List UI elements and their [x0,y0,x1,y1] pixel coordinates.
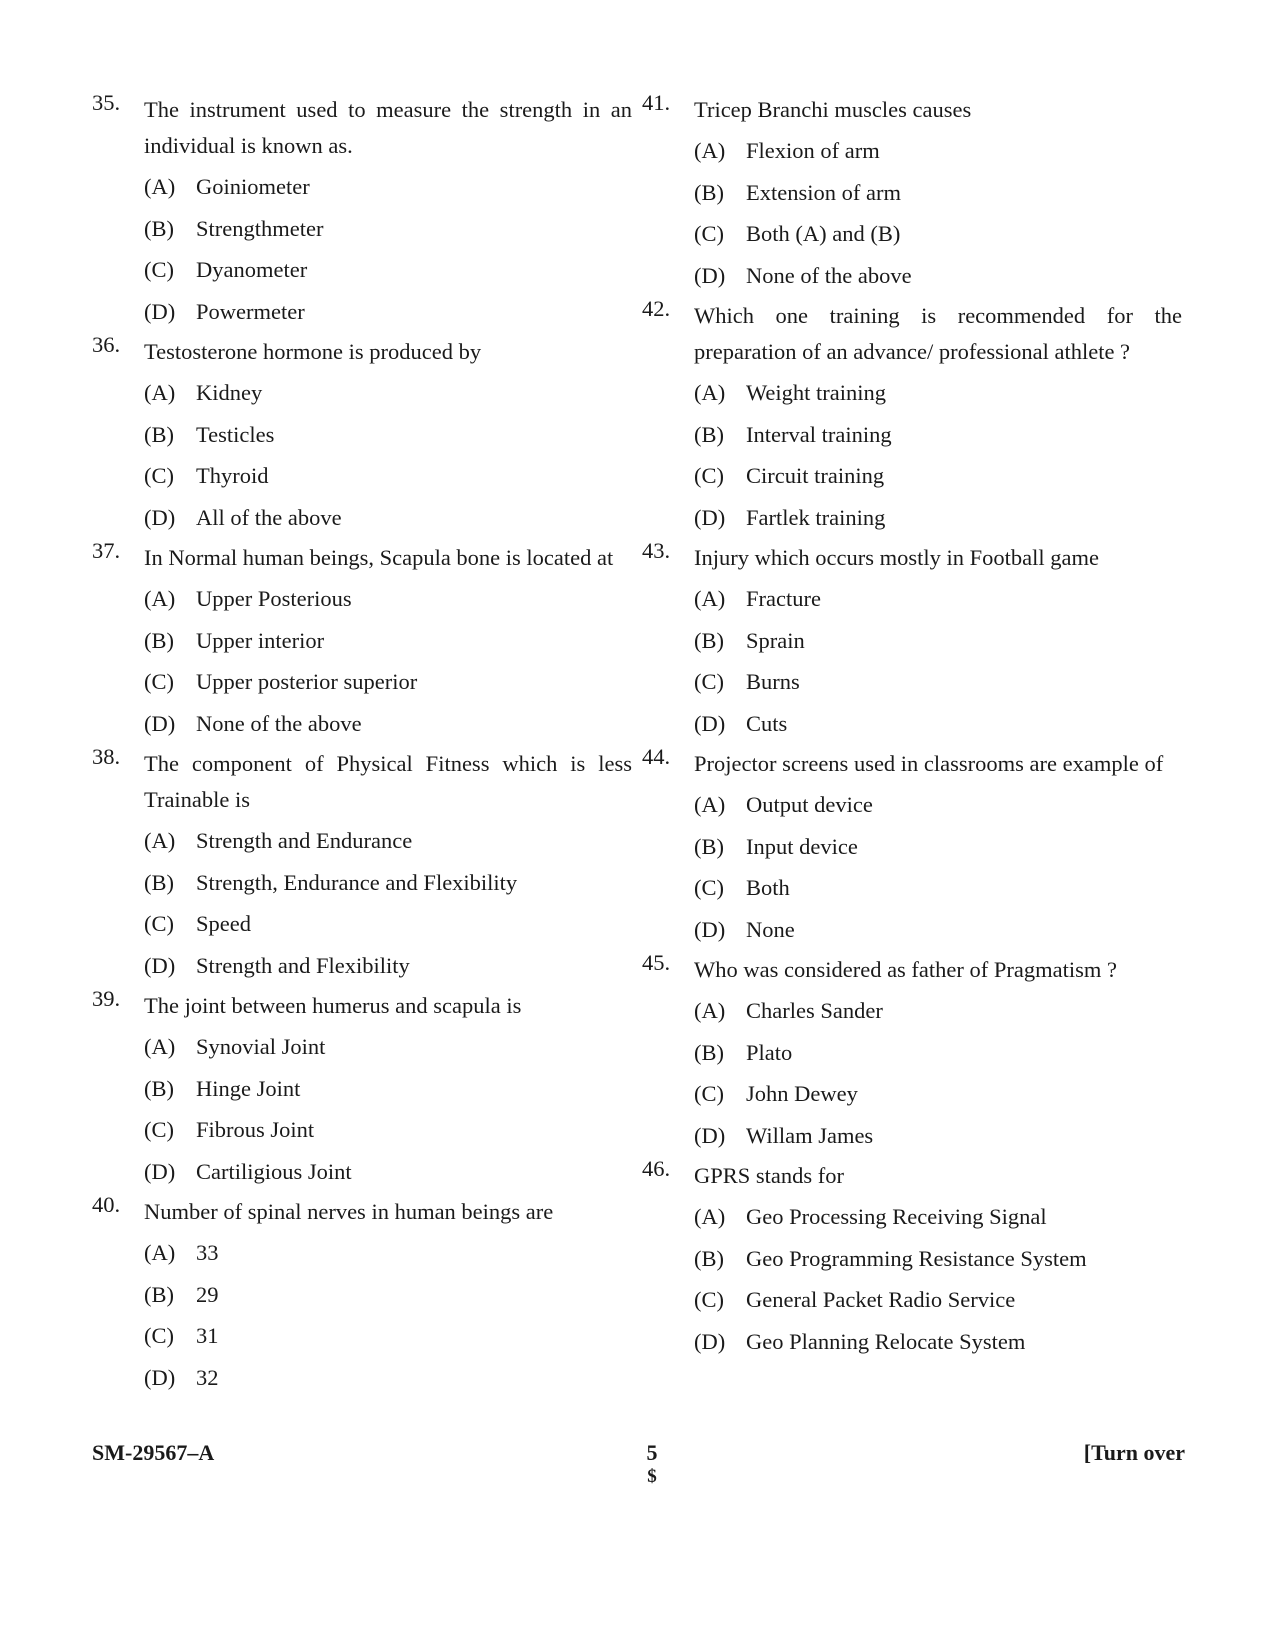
option-text: Upper interior [196,627,325,653]
option-text: Strengthmeter [196,215,324,241]
page-mark: $ [647,1466,657,1487]
option-b [144,862,632,904]
option-d [144,1151,632,1193]
option-b [694,826,1182,868]
option-text: Input device [746,833,858,859]
option-d [144,945,632,987]
option-text: All of the above [196,504,342,530]
question-number: 45. [642,950,671,975]
question-text: Tricep Branchi muscles causes [694,97,972,122]
option-b [144,620,632,662]
option-list [694,990,1182,1156]
option-label: (A) [694,138,726,163]
option-a [694,130,1182,172]
left-column [92,90,632,1398]
option-label: (A) [144,1034,176,1059]
question-38 [92,744,632,986]
option-label: (B) [144,627,174,653]
option-c [144,1315,632,1357]
question-text: Testosterone hormone is produced by [144,339,482,364]
question-46 [642,1156,1182,1362]
option-d [694,255,1182,297]
option-c [694,661,1182,703]
option-label: (D) [144,1158,176,1184]
option-a [144,166,632,208]
option-text: Burns [746,669,800,694]
question-43 [642,538,1182,744]
option-c [694,867,1182,909]
option-label: (D) [144,504,176,530]
option-a [144,578,632,620]
option-d [694,909,1182,951]
option-label: (C) [694,463,724,488]
option-label: (D) [694,1122,726,1148]
option-label: (D) [694,262,726,288]
option-text: Output device [746,792,873,817]
option-c [694,455,1182,497]
option-text: None of the above [196,710,362,736]
option-list [144,1026,632,1192]
option-text: Thyroid [196,463,269,488]
option-text: Geo Processing Receiving Signal [746,1204,1047,1229]
option-c [144,249,632,291]
option-text: Upper posterior superior [196,669,418,694]
question-text: GPRS stands for [694,1163,845,1188]
option-b [144,1068,632,1110]
option-text: Goiniometer [196,174,310,199]
question-39 [92,986,632,1192]
question-number: 39. [92,986,121,1011]
option-text: Fracture [746,586,821,611]
option-list [694,784,1182,950]
option-text: Geo Planning Relocate System [746,1328,1026,1354]
option-list [694,578,1182,744]
option-label: (D) [144,1364,176,1390]
option-text: 31 [196,1323,219,1348]
option-text: Flexion of arm [746,138,880,163]
option-text: Cuts [746,710,788,736]
option-text: Upper Posterious [196,586,352,611]
question-number: 43. [642,538,671,563]
option-d [144,291,632,333]
option-b [144,1274,632,1316]
option-label: (B) [694,179,724,205]
question-text: In Normal human beings, Scapula bone is located at [144,545,614,570]
option-a [144,372,632,414]
option-text: Extension of arm [746,179,901,205]
option-text: Strength and Flexibility [196,952,410,978]
question-text: Who was considered as father of Pragmatism ? [694,957,1117,982]
question-number: 38. [92,744,121,769]
option-text: Willam James [746,1122,874,1148]
option-text: John Dewey [746,1081,858,1106]
question-number: 36. [92,332,121,357]
option-label: (A) [694,792,726,817]
option-b [694,620,1182,662]
option-text: Speed [196,911,251,936]
option-text: Hinge Joint [196,1075,301,1101]
page-footer [92,1440,1185,1500]
option-text: Both (A) and (B) [746,221,901,246]
option-label: (A) [694,586,726,611]
option-list [144,372,632,538]
option-label: (B) [144,421,174,447]
option-text: Dyanometer [196,257,308,282]
option-label: (A) [694,380,726,405]
option-a [694,578,1182,620]
option-label: (A) [694,998,726,1023]
question-40 [92,1192,632,1398]
option-c [694,1279,1182,1321]
option-label: (C) [694,1081,724,1106]
option-b [694,1238,1182,1280]
option-text: Strength, Endurance and Flexibility [196,869,518,895]
option-label: (B) [694,1039,724,1065]
option-text: Strength and Endurance [196,828,413,853]
question-36 [92,332,632,538]
option-text: Testicles [196,421,275,447]
option-text: Fartlek training [746,504,886,530]
option-d [694,497,1182,539]
option-label: (B) [694,421,724,447]
page-number: 5 [646,1440,658,1465]
option-label: (C) [144,669,174,694]
option-b [144,414,632,456]
question-number: 37. [92,538,121,563]
option-label: (D) [694,504,726,530]
option-text: Kidney [196,380,263,405]
option-a [694,372,1182,414]
option-label: (C) [694,1287,724,1312]
option-label: (A) [144,586,176,611]
option-label: (C) [144,257,174,282]
option-a [694,784,1182,826]
option-text: Geo Programming Resistance System [746,1245,1087,1271]
option-d [694,1115,1182,1157]
option-label: (D) [694,710,726,736]
option-label: (D) [694,916,726,942]
right-column [642,90,1182,1362]
question-text: Projector screens used in classrooms are example of [694,751,1164,776]
question-35 [92,90,632,332]
option-text: 32 [196,1364,219,1390]
option-label: (C) [144,911,174,936]
question-44 [642,744,1182,950]
option-text: Powermeter [196,298,305,324]
option-label: (B) [144,1075,174,1101]
option-b [144,208,632,250]
option-list [694,1196,1182,1362]
option-label: (D) [144,952,176,978]
option-label: (C) [144,1117,174,1142]
option-label: (A) [144,380,176,405]
option-a [144,1026,632,1068]
option-list [694,372,1182,538]
option-b [694,172,1182,214]
option-text: Fibrous Joint [196,1117,315,1142]
option-label: (A) [144,828,176,853]
option-text: Sprain [746,627,805,653]
option-label: (D) [144,710,176,736]
question-text: The instrument used to measure the strength in an individual is known as. [144,97,632,158]
question-42 [642,296,1182,538]
option-list [144,578,632,744]
option-label: (C) [694,875,724,900]
option-a [694,1196,1182,1238]
question-text: The component of Physical Fitness which is less Trainable is [144,751,632,812]
option-label: (B) [144,1281,174,1307]
question-text: Injury which occurs mostly in Football game [694,545,1099,570]
turn-over-label: [Turn over [1083,1440,1185,1465]
paper-code: SM-29567–A [92,1440,215,1465]
option-label: (A) [144,1240,176,1265]
option-c [144,661,632,703]
option-text: Both [746,875,790,900]
option-c [694,1073,1182,1115]
option-label: (C) [694,669,724,694]
question-number: 40. [92,1192,121,1217]
option-a [144,1232,632,1274]
option-c [144,1109,632,1151]
option-label: (B) [694,627,724,653]
question-text: Which one training is recommended for the preparation of an advance/ professional athlete ? [694,303,1182,364]
question-number: 35. [92,90,121,115]
option-b [694,1032,1182,1074]
option-d [694,703,1182,745]
option-text: 29 [196,1281,219,1307]
option-text: Charles Sander [746,998,883,1023]
option-text: Interval training [746,421,892,447]
option-text: Weight training [746,380,887,405]
question-number: 46. [642,1156,671,1181]
option-label: (D) [694,1328,726,1354]
option-label: (C) [144,463,174,488]
option-label: (C) [144,1323,174,1348]
option-text: 33 [196,1240,219,1265]
question-text: Number of spinal nerves in human beings are [144,1199,554,1224]
option-d [144,1357,632,1399]
option-label: (B) [144,215,174,241]
option-text: Circuit training [746,463,885,488]
question-41 [642,90,1182,296]
option-text: None [746,916,795,942]
option-label: (C) [694,221,724,246]
option-c [694,213,1182,255]
option-b [694,414,1182,456]
question-number: 42. [642,296,671,321]
option-text: Cartiligious Joint [196,1158,352,1184]
option-label: (B) [694,833,724,859]
option-label: (B) [694,1245,724,1271]
option-text: Synovial Joint [196,1034,326,1059]
option-text: General Packet Radio Service [746,1287,1016,1312]
option-text: Plato [746,1039,793,1065]
question-number: 41. [642,90,671,115]
option-c [144,455,632,497]
question-number: 44. [642,744,671,769]
question-text: The joint between humerus and scapula is [144,993,522,1018]
option-list [144,166,632,332]
option-d [144,497,632,539]
option-a [694,990,1182,1032]
option-d [694,1321,1182,1363]
option-a [144,820,632,862]
option-label: (D) [144,298,176,324]
option-list [694,130,1182,296]
option-label: (A) [144,174,176,199]
option-list [144,820,632,986]
option-label: (B) [144,869,174,895]
option-c [144,903,632,945]
option-list [144,1232,632,1398]
option-label: (A) [694,1204,726,1229]
option-d [144,703,632,745]
question-45 [642,950,1182,1156]
question-37 [92,538,632,744]
option-text: None of the above [746,262,912,288]
